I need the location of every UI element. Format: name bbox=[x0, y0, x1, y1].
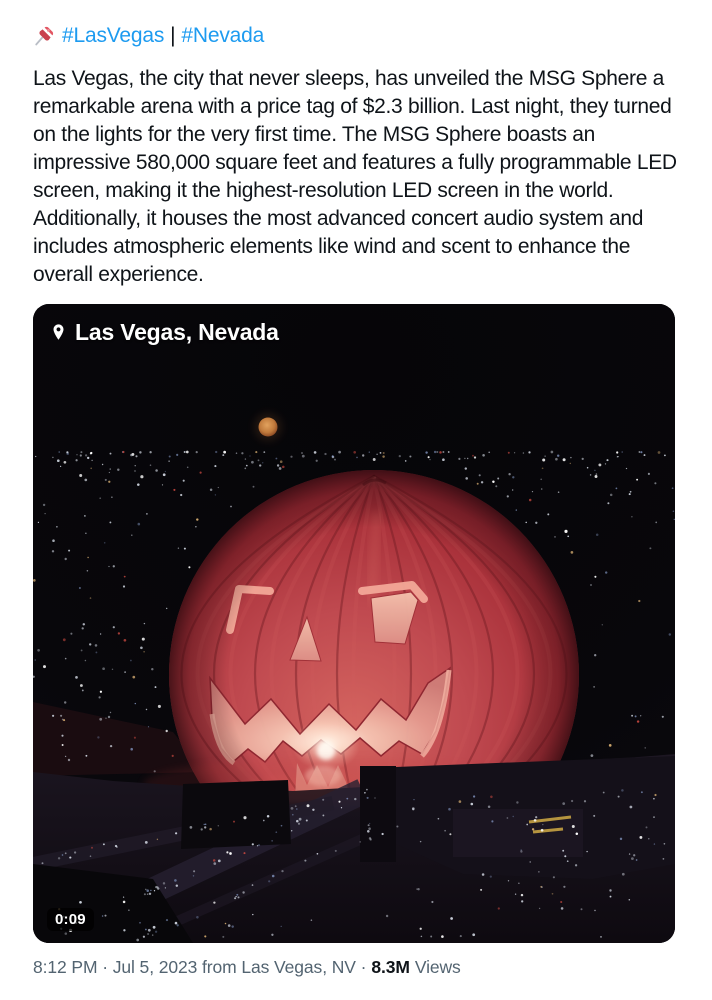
hashtag-header bbox=[33, 24, 688, 48]
tweet-meta bbox=[33, 957, 688, 978]
views-label: Views bbox=[414, 957, 461, 977]
video-location-label: Las Vegas, Nevada bbox=[75, 319, 279, 345]
location-pin-icon bbox=[49, 323, 68, 342]
video-player[interactable] bbox=[33, 304, 675, 943]
hashtag-lasvegas[interactable]: #LasVegas bbox=[62, 24, 165, 47]
hashtag-nevada[interactable]: #Nevada bbox=[181, 24, 265, 47]
pushpin-icon bbox=[33, 25, 55, 47]
views-count: 8.3M bbox=[371, 957, 410, 977]
video-frame-msg-sphere-pumpkin bbox=[33, 304, 675, 943]
video-location-overlay bbox=[49, 319, 279, 346]
hashtag-separator: | bbox=[170, 24, 176, 47]
foreground-city bbox=[33, 754, 675, 943]
video-time-badge: 0:09 bbox=[47, 908, 94, 931]
timestamp-location-link[interactable]: 8:12 PM · Jul 5, 2023 from Las Vegas, NV · bbox=[33, 957, 367, 977]
tweet-text: Las Vegas, the city that never sleeps, has unveiled the MSG Sphere a remarkable arena with a price tag of $2.3 billion. Last night, they turned on the lights for the very first time. The MSG Sphere boasts an impressive 580,000 square feet and features a fully programmable LED screen, making it the highest-resolution LED screen in the world. Additionally, it houses the most advanced concert audio system and includes atmospheric elements like wind and scent to enhance the overall experience. bbox=[33, 67, 677, 286]
